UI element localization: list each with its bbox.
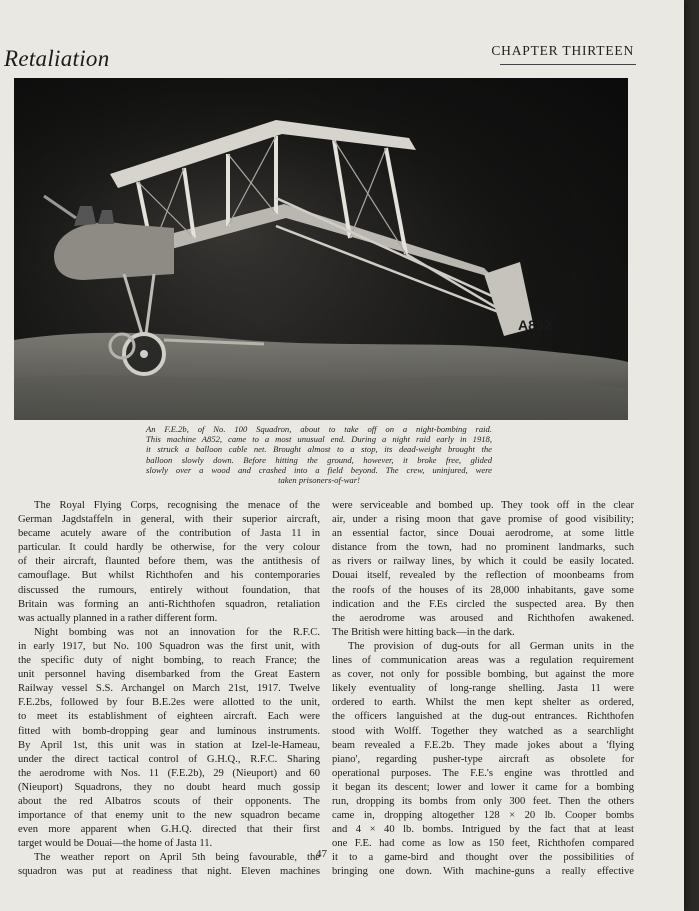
text-line: stood with Wolff. Together they watched as a searchlight [332,725,634,737]
text-line: F.E.2bs, followed by four B.E.2es were allotted to the unit, [18,697,320,709]
text-line: it to a game-bird and thought over the possibilities of [332,852,634,864]
text-line: squadron was put at readiness that night. Eleven machines [18,866,320,878]
text-line: became acutely aware of the contribution of Jasta 11 in [18,528,320,540]
text-line: Night bombing was not an innovation for the R.F.C. [34,626,320,638]
text-line: the aerodrome was aroused and Richthofen awakened. [332,612,634,624]
header-rule [500,64,636,65]
text-line: German Jagdstaffeln in general, with their superior aircraft, [18,514,320,526]
text-line: The Royal Flying Corps, recognising the menace of the [34,500,320,511]
text-line: the roofs of the houses of its 28,000 inhabitants, gave some [332,584,634,596]
photo-caption [146,424,492,485]
text-line: about the red Albatros scouts of their opponents. The [18,795,320,807]
text-line: particular. It could hardly be otherwise, for the very colour [18,542,320,554]
text-line: unit personnel having disembarked from the Great Eastern [18,669,320,681]
text-line: fitted with bomb-dropping gear and luminous instruments. [18,725,320,737]
text-line: run, dropping its bombs from only 300 feet. Then the others [332,795,634,807]
text-line: under the direct tactical control of G.H.Q., R.F.C. Sharing [18,753,320,765]
text-line: in early 1917, but No. 100 Squadron was the first unit, with [18,640,320,652]
text-line: Railway vessel S.S. Archangel on March 21st, 1917. Twelve [18,683,320,695]
chapter-heading: CHAPTER THIRTEEN [491,43,634,58]
text-line: The provision of dug-outs for all German units in the [348,640,634,652]
text-line: were serviceable and bombed up. They took off in the clear [332,500,634,511]
right-column [332,499,634,880]
text-line: of their aircraft, flaunted before them, was the antithesis of [18,556,320,568]
text-line: (Nieuport) Squadrons, they no doubt heard much gossip [18,781,320,793]
text-line: operational purposes. The F.E.'s engine was throttled and [332,767,634,779]
text-line: was actually planned in a rather different form. [18,612,218,624]
text-line: piano', regarding pusher-type aircraft as obsolete for [332,753,634,765]
text-line: importance of that enemy unit to the new squadron became [18,810,320,822]
caption-line: slowly over a wood and crashed into a field beyond. The crew, uninjured, were [146,464,492,475]
text-line: came in, dropping altogether 128 × 20 lb. Cooper bombs [332,810,634,822]
text-line: beam revealed a F.E.2b. They made jokes about a 'flying [332,739,634,751]
text-line: it began its descent; lower and lower it came for a bombing [332,781,634,793]
text-line: the specific duty of night bombing, to reach France; the [18,655,320,667]
text-line: ordered to earth. Whilst the men kept shelter as ordered, [332,697,634,709]
text-line: the officers languished at the dug-out entrances. Richthofen [332,711,634,723]
text-line: Britain was forming an anti-Richthofen squadron, retaliation [18,598,320,610]
caption-line: This machine A852, came to a most unusual end. During a night raid early in 1918, [146,434,492,445]
text-line: The weather report on April 5th being favourable, the [34,852,320,864]
text-line: air, under a rising moon that gave promise of good visibility; [332,514,634,526]
text-line: likely eventuality of long-range shelling. Jasta 11 were [332,683,634,695]
aircraft-serial: A852 [518,317,552,333]
aircraft-photo [14,78,628,420]
text-line: The British were hitting back—in the dark. [332,626,515,638]
text-line: bringing one down. With machine-guns a really effective [332,866,634,878]
left-column [18,499,320,880]
text-line: By April 1st, this unit was in station at Izel-le-Hameau, [18,739,320,751]
section-title: Retaliation [4,46,110,71]
text-line: even more apparent when G.H.Q. directed that their first [18,824,320,836]
text-line: as rivers or railway lines, by which it could be easily located. [332,556,634,568]
text-line: an essential factor, since Douai aerodrome, at some little [332,528,634,540]
text-line: indication and the F.Es circled the suspected area. By then [332,598,634,610]
caption-line: it struck a balloon cable net. Brought almost to a stop, its dead-weight brought the [146,444,492,455]
caption-line: An F.E.2b, of No. 100 Squadron, about to take off on a night-bombing raid. [146,424,492,434]
text-line: lines of communication areas was a regulation requirement [332,655,634,667]
text-line: one F.E. had come as low as 150 feet, Richthofen compared [332,838,634,850]
biplane-illustration [14,78,628,420]
text-line: to meet its establishment of eighteen aircraft. Each were [18,711,320,723]
caption-line: balloon slowly down. Before hitting the ground, however, it broke free, glided [146,454,492,465]
text-line: the aerodrome with Nos. 11 (F.E.2b), 29 (Nieuport) and 60 [18,767,320,779]
caption-line: taken prisoners-of-war! [278,475,360,486]
page-number: 47 [316,848,327,860]
text-line: target would be Douai—the home of Jasta 11. [18,838,213,850]
text-line: distance from the town, had no prominent landmarks, such [332,542,634,554]
text-line: camouflage. But whilst Richthofen and his contemporaries [18,570,320,582]
text-line: discussed the rumours, entirely without foundation, that [18,584,320,596]
text-line: Douai itself, revealed by the reflection of moonbeams from [332,570,634,582]
text-line: and 4 × 40 lb. bombs. Intrigued by the fact that at least [332,824,634,836]
text-line: as cover, not only for possible bombing, but against the more [332,669,634,681]
